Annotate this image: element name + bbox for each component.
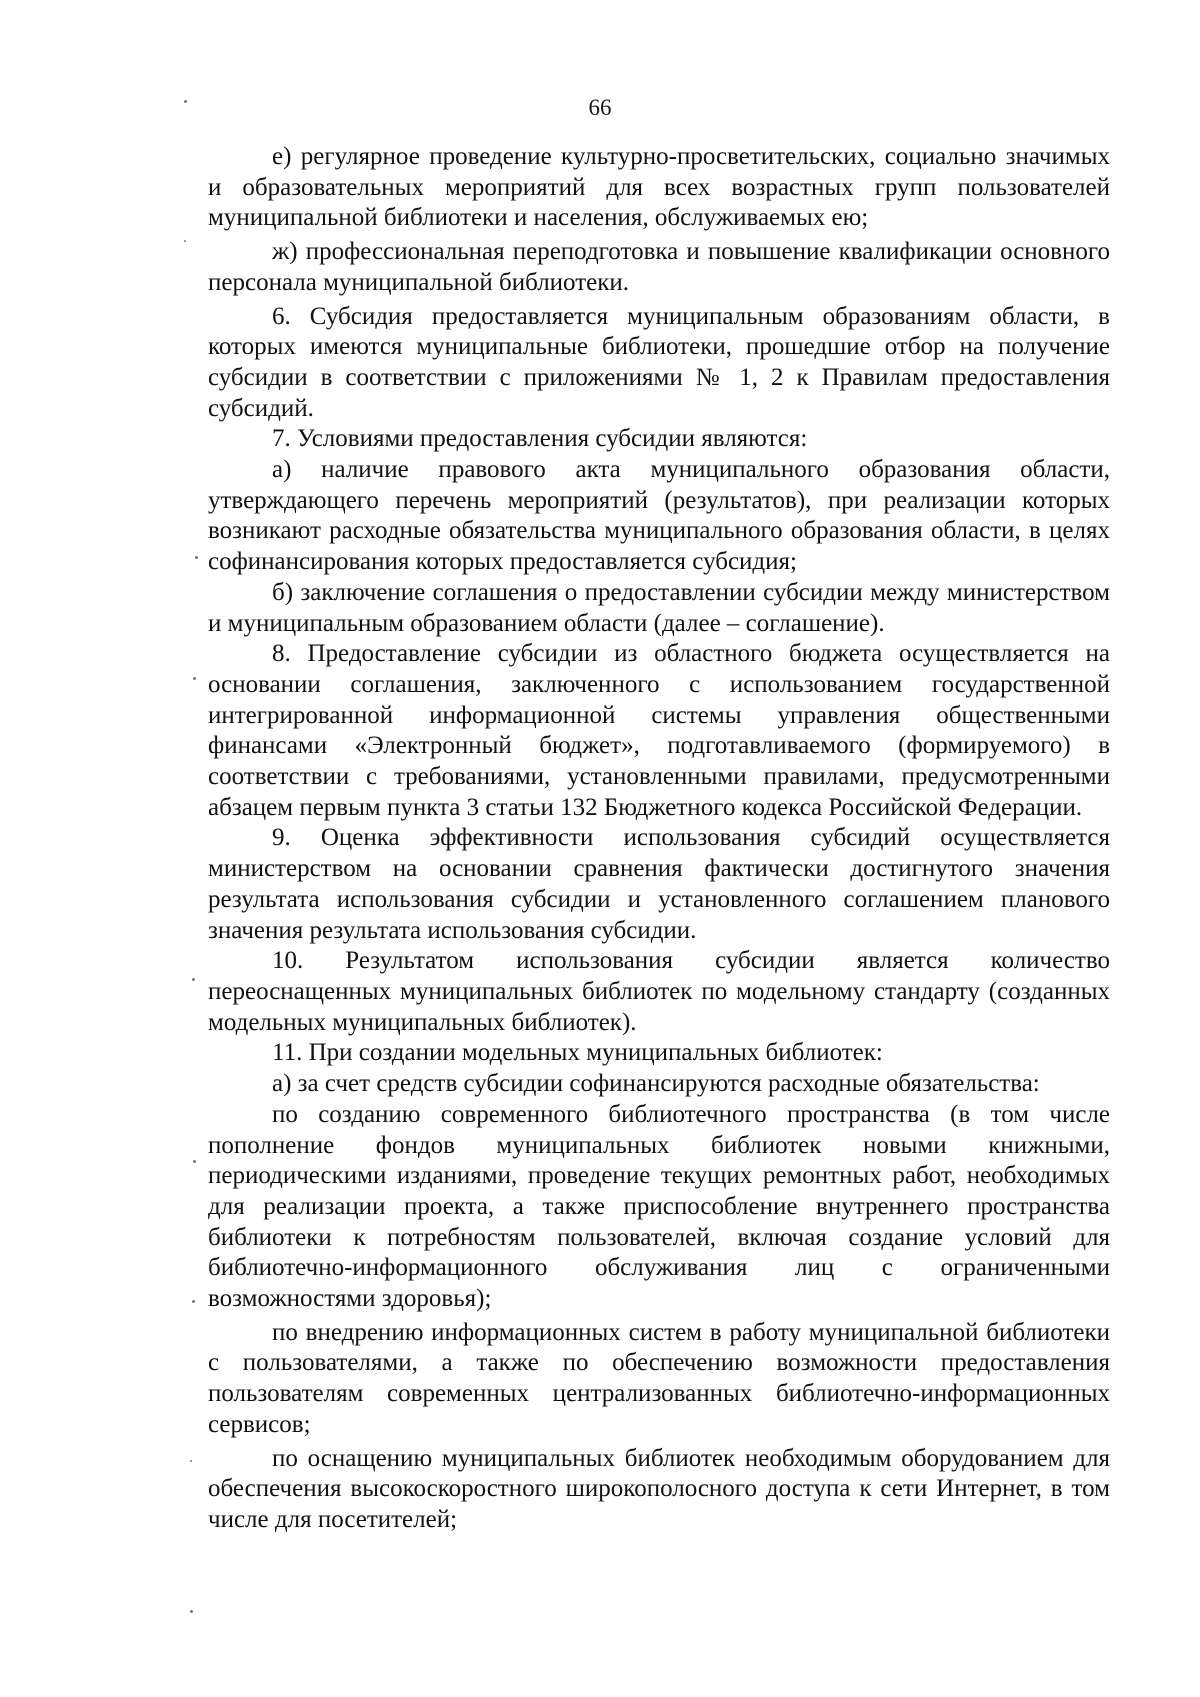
scan-speck bbox=[192, 978, 195, 981]
scan-speck bbox=[193, 1160, 196, 1163]
paragraph-7: 7. Условиями предоставления субсидии являются: bbox=[272, 425, 808, 453]
paragraph-library-space: по созданию современного библиотечного пространства (в том числе пополнение фондов муниципальных библиотек новыми книжными, периодическими изданиями, проведение текущих ремонтных работ, необходимых для реализации проекта, а также приспособление внутреннего пространства библиотеки к потребностям пользователей, включая создание условий для библиотечно-информационного обслуживания лиц с ограниченными возможностями здоровья); bbox=[208, 1100, 1110, 1313]
paragraph-9: 9. Оценка эффективности использования субсидий осуществляется министерством на основании сравнения фактически достигнутого значения результата использования субсидии и установленного соглашением планового значения результата использования субсидии. bbox=[208, 824, 1110, 944]
paragraph-equipment: по оснащению муниципальных библиотек необходимым оборудованием для обеспечения высокоскоростного широкополосного доступа к сети Интернет, в том числе для посетителей; bbox=[208, 1444, 1110, 1533]
document-body bbox=[208, 142, 1110, 1536]
paragraph-e: е) регулярное проведение культурно-просветительских, социально значимых и образовательных мероприятий для всех возрастных групп пользователей муниципальной библиотеки и населения, обслуживаемых ею; bbox=[208, 143, 1110, 232]
paragraph-6: 6. Субсидия предоставляется муниципальным образованиям области, в которых имеются муниципальные библиотеки, прошедшие отбор на получение субсидии в соответствии с приложениями № 1, 2 к Правилам предоставления субсидий. bbox=[208, 302, 1110, 422]
paragraph-8: 8. Предоставление субсидии из областного бюджета осуществляется на основании соглашения, заключенного с использованием государственной интегрированной информационной системы управления общественными финансами «Электронный бюджет», подготавливаемого (формируемого) в соответствии с требованиями, установленными правилами, предусмотренными абзацем первым пункта 3 статьи 132 Бюджетного кодекса Российской Федерации. bbox=[208, 640, 1110, 821]
page-number: 66 bbox=[588, 95, 612, 120]
scan-speck bbox=[193, 677, 196, 680]
paragraph-zh: ж) профессиональная переподготовка и повышение квалификации основного персонала муниципальной библиотеки. bbox=[208, 238, 1110, 296]
scan-speck bbox=[192, 1300, 195, 1303]
scan-speck bbox=[184, 240, 186, 242]
paragraph-information-systems: по внедрению информационных систем в работу муниципальной библиотеки с пользователями, а также по обеспечению возможности предоставления пользователям современных централизованных библиотечно-информационных сервисов; bbox=[208, 1318, 1110, 1438]
scan-speck bbox=[195, 556, 198, 559]
paragraph-11: 11. При создании модельных муниципальных библиотек: bbox=[272, 1039, 883, 1067]
paragraph-10: 10. Результатом использования субсидии является количество переоснащенных муниципальных библиотек по модельному стандарту (созданных модельных муниципальных библиотек). bbox=[208, 947, 1110, 1036]
scan-speck bbox=[190, 1610, 193, 1613]
paragraph-7b: б) заключение соглашения о предоставлении субсидии между министерством и муниципальным образованием области (далее – соглашение). bbox=[208, 578, 1110, 637]
scan-speck bbox=[190, 1460, 192, 1462]
paragraph-7a: а) наличие правового акта муниципального образования области, утверждающего перечень мероприятий (результатов), при реализации которых возникают расходные обязательства муниципального образования области, в целях софинансирования которых предоставляется субсидия; bbox=[208, 456, 1110, 576]
paragraph-11a: а) за счет средств субсидии софинансируются расходные обязательства: bbox=[272, 1070, 1040, 1098]
